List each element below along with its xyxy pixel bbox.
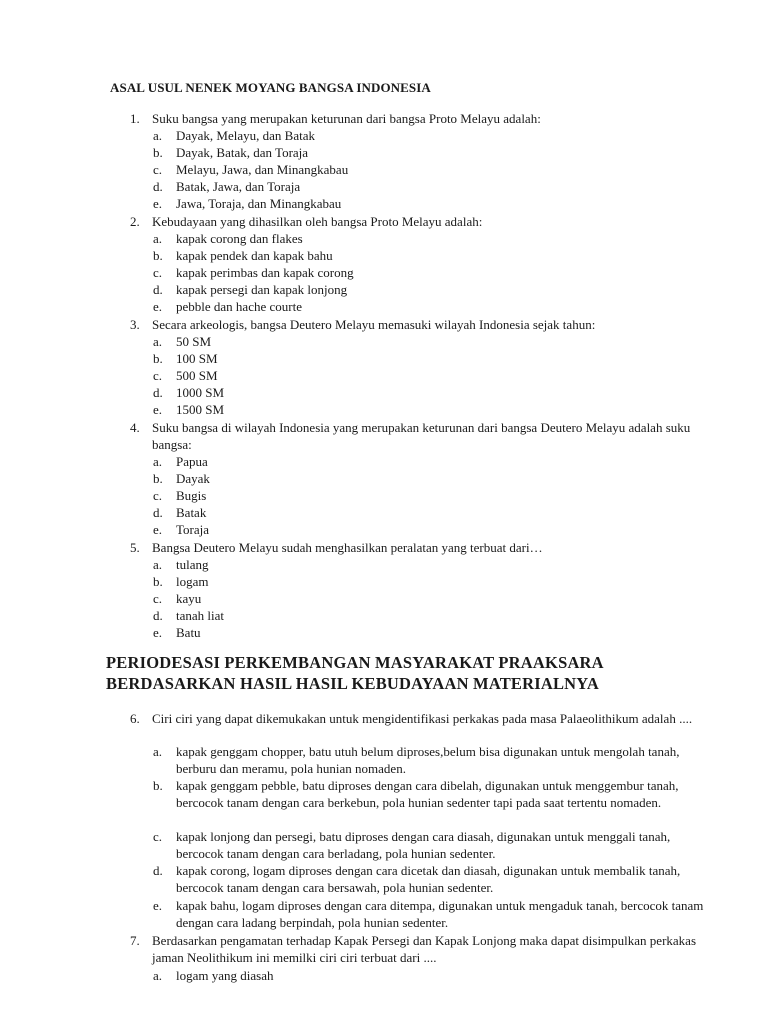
option-text: Bugis xyxy=(176,488,207,503)
option-text: logam xyxy=(176,574,209,589)
option-text: Toraja xyxy=(176,522,210,537)
section-title-periodesasi xyxy=(106,652,604,694)
option-letter: b. xyxy=(153,145,163,160)
option-text: kayu xyxy=(176,591,202,606)
option-text: kapak bahu, logam diproses dengan cara ditempa, digunakan untuk mengaduk tanah, bercocok tanam dengan cara ladang berpindah, pola hunian sedenter. xyxy=(176,898,704,930)
option-text: kapak genggam chopper, batu utuh belum diproses,belum bisa digunakan untuk mengolah tanah, berburu dan meramu, pola hunian nomaden. xyxy=(176,744,680,776)
option-text: 1500 SM xyxy=(176,402,225,417)
question-text: Secara arkeologis, bangsa Deutero Melayu memasuki wilayah Indonesia sejak tahun: xyxy=(152,317,596,332)
option-text: Batak, Jawa, dan Toraja xyxy=(176,179,301,194)
option-letter: e. xyxy=(153,522,163,537)
option-letter: a. xyxy=(153,557,163,572)
option-letter: d. xyxy=(153,608,163,623)
option-letter: d. xyxy=(153,863,163,878)
option-text: Dayak, Melayu, dan Batak xyxy=(176,128,315,143)
option-letter: d. xyxy=(153,179,163,194)
option-letter: c. xyxy=(153,829,163,844)
question-text: Berdasarkan pengamatan terhadap Kapak Persegi dan Kapak Lonjong maka dapat disimpulkan perkakas jaman Neolithikum ini memilki ciri ciri terbuat dari .... xyxy=(152,933,697,965)
option-letter: b. xyxy=(153,574,163,589)
option-text: 1000 SM xyxy=(176,385,225,400)
option-text: 500 SM xyxy=(176,368,218,383)
option-text: Batu xyxy=(176,625,201,640)
option-text: Melayu, Jawa, dan Minangkabau xyxy=(176,162,349,177)
option-letter: a. xyxy=(153,454,163,469)
option-letter: c. xyxy=(153,162,163,177)
option-letter: a. xyxy=(153,231,163,246)
option-letter: d. xyxy=(153,385,163,400)
option-letter: a. xyxy=(153,968,163,983)
question-text: Suku bangsa yang merupakan keturunan dari bangsa Proto Melayu adalah: xyxy=(152,111,541,126)
option-letter: a. xyxy=(153,334,163,349)
question-number: 2. xyxy=(130,214,140,229)
question-text: Bangsa Deutero Melayu sudah menghasilkan peralatan yang terbuat dari… xyxy=(152,540,543,555)
question-number: 3. xyxy=(130,317,140,332)
option-text: pebble dan hache courte xyxy=(176,299,302,314)
section-title-asal-usul: ASAL USUL NENEK MOYANG BANGSA INDONESIA xyxy=(110,80,431,95)
option-text: tanah liat xyxy=(176,608,225,623)
option-text: logam yang diasah xyxy=(176,968,274,983)
option-letter: b. xyxy=(153,351,163,366)
option-letter: b. xyxy=(153,248,163,263)
question-number: 1. xyxy=(130,111,140,126)
option-text: Dayak, Batak, dan Toraja xyxy=(176,145,309,160)
option-letter: b. xyxy=(153,778,163,793)
option-letter: e. xyxy=(153,898,163,913)
option-text: Dayak xyxy=(176,471,210,486)
option-text: kapak pendek dan kapak bahu xyxy=(176,248,333,263)
option-text: kapak corong dan flakes xyxy=(176,231,303,246)
option-letter: d. xyxy=(153,282,163,297)
question-number: 7. xyxy=(130,933,140,948)
option-letter: c. xyxy=(153,368,163,383)
option-letter: c. xyxy=(153,265,163,280)
question-number: 5. xyxy=(130,540,140,555)
option-text: kapak corong, logam diproses dengan cara dicetak dan diasah, digunakan untuk membalik tanah, bercocok tanam dengan cara bersawah, pola hunian sedenter. xyxy=(176,863,681,895)
option-letter: e. xyxy=(153,196,163,211)
question-number: 4. xyxy=(130,420,140,435)
option-text: kapak lonjong dan persegi, batu diproses dengan cara diasah, digunakan untuk menggali tanah, bercocok tanam dengan cara berladang, pola hunian sedenter. xyxy=(176,829,671,861)
option-text: 100 SM xyxy=(176,351,218,366)
question-text: Kebudayaan yang dihasilkan oleh bangsa Proto Melayu adalah: xyxy=(152,214,483,229)
option-letter: c. xyxy=(153,591,163,606)
section-title-line-2: BERDASARKAN HASIL HASIL KEBUDAYAAN MATERIALNYA xyxy=(106,674,600,693)
question-text: Suku bangsa di wilayah Indonesia yang merupakan keturunan dari bangsa Deutero Melayu adalah suku bangsa: xyxy=(152,420,691,452)
option-letter: e. xyxy=(153,625,163,640)
option-text: kapak perimbas dan kapak corong xyxy=(176,265,354,280)
option-letter: e. xyxy=(153,299,163,314)
option-letter: c. xyxy=(153,488,163,503)
option-text: Papua xyxy=(176,454,208,469)
option-text: kapak persegi dan kapak lonjong xyxy=(176,282,348,297)
option-letter: e. xyxy=(153,402,163,417)
option-text: Batak xyxy=(176,505,207,520)
option-text: Jawa, Toraja, dan Minangkabau xyxy=(176,196,342,211)
option-letter: a. xyxy=(153,744,163,759)
option-letter: d. xyxy=(153,505,163,520)
option-letter: b. xyxy=(153,471,163,486)
question-text: Ciri ciri yang dapat dikemukakan untuk mengidentifikasi perkakas pada masa Palaeolithikum adalah .... xyxy=(152,711,693,726)
section-title-line-1: PERIODESASI PERKEMBANGAN MASYARAKAT PRAAKSARA xyxy=(106,653,604,672)
option-text: kapak genggam pebble, batu diproses dengan cara dibelah, digunakan untuk menggembur tanah, bercocok tanam dengan cara berkebun, pola hunian sedenter tapi pada saat tertentu nomaden. xyxy=(176,778,679,810)
question-number: 6. xyxy=(130,711,140,726)
option-text: 50 SM xyxy=(176,334,212,349)
option-letter: a. xyxy=(153,128,163,143)
option-text: tulang xyxy=(176,557,209,572)
